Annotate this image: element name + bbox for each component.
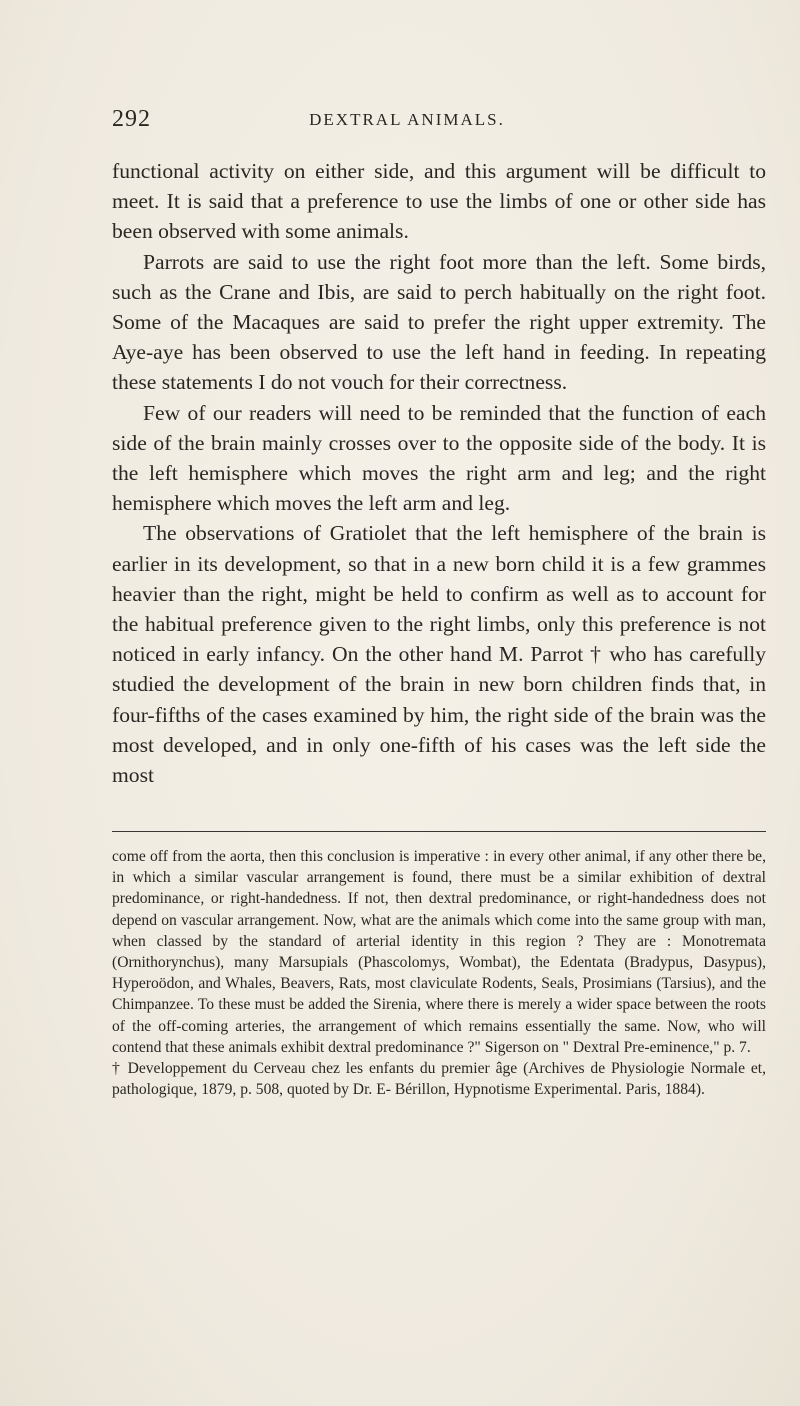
paragraph: The observations of Gratiolet that the left hemisphere of the brain is earlier in its development, so that in a new born child it is a few grammes heavier than the right, might be held to confirm as well as to account for the habitual preference given to the right limbs, only this preference is not noticed in early infancy. On the other hand M. Parrot † who has carefully studied the development of the brain in new born children finds that, in four-fifths of the cases examined by him, the right side of the brain was the most developed, and in only one-fifth of his cases was the left side the most: [112, 521, 766, 788]
footnote-rule: [112, 831, 766, 832]
paragraph: functional activity on either side, and this argument will be difficult to meet. It is said that a preference to use the limbs of one or other side has been observed with some animals.: [112, 159, 766, 244]
page-number: 292: [112, 106, 151, 132]
running-title: DEXTRAL ANIMALS.: [309, 110, 505, 129]
body-text: [112, 156, 766, 790]
paragraph: Parrots are said to use the right foot more than the left. Some birds, such as the Crane and Ibis, are said to perch habitually on the right foot. Some of the Macaques are said to prefer the right upper extremity. The Aye-aye has been observed to use the left hand in feeding. In repeating these statements I do not vouch for their correctness.: [112, 249, 766, 395]
running-header: [112, 106, 682, 136]
footnote-continuation: come off from the aorta, then this conclusion is imperative : in every other animal, if any other there be, in which a similar vascular arrangement is found, there must be a similar exhibition of dextral predominance, or right-handedness. If not, then dextral predominance, or right-handedness does not depend on vascular arrangement. Now, what are the animals which come into the same group with man, when classed by the standard of arterial identity in this region ? They are : Monotremata (Ornithorynchus), many Marsupials (Phascolomys, Wombat), the Edentata (Bradypus, Dasypus), Hyperoödon, and Whales, Beavers, Rats, most claviculate Rodents, Seals, Prosimians (Tarsius), and the Chimpanzee. To these must be added the Sirenia, where there is merely a wider space between the roots of the off-coming arteries, the arrangement of which remains essentially the same. Now, who will contend that these animals exhibit dextral predominance ?" Sigerson on " Dextral Pre-eminence," p. 7.: [112, 848, 766, 1056]
paragraph: Few of our readers will need to be reminded that the function of each side of the brain mainly crosses over to the opposite side of the body. It is the left hemisphere which moves the right arm and leg; and the right hemisphere which moves the left arm and leg.: [112, 400, 766, 516]
footnote-dagger: † Developpement du Cerveau chez les enfants du premier âge (Archives de Physiologie Normale et, pathologique, 1879, p. 508, quoted by Dr. E- Bérillon, Hypnotisme Experimental. Paris, 1884).: [112, 1060, 766, 1099]
footnotes: [112, 846, 766, 1100]
